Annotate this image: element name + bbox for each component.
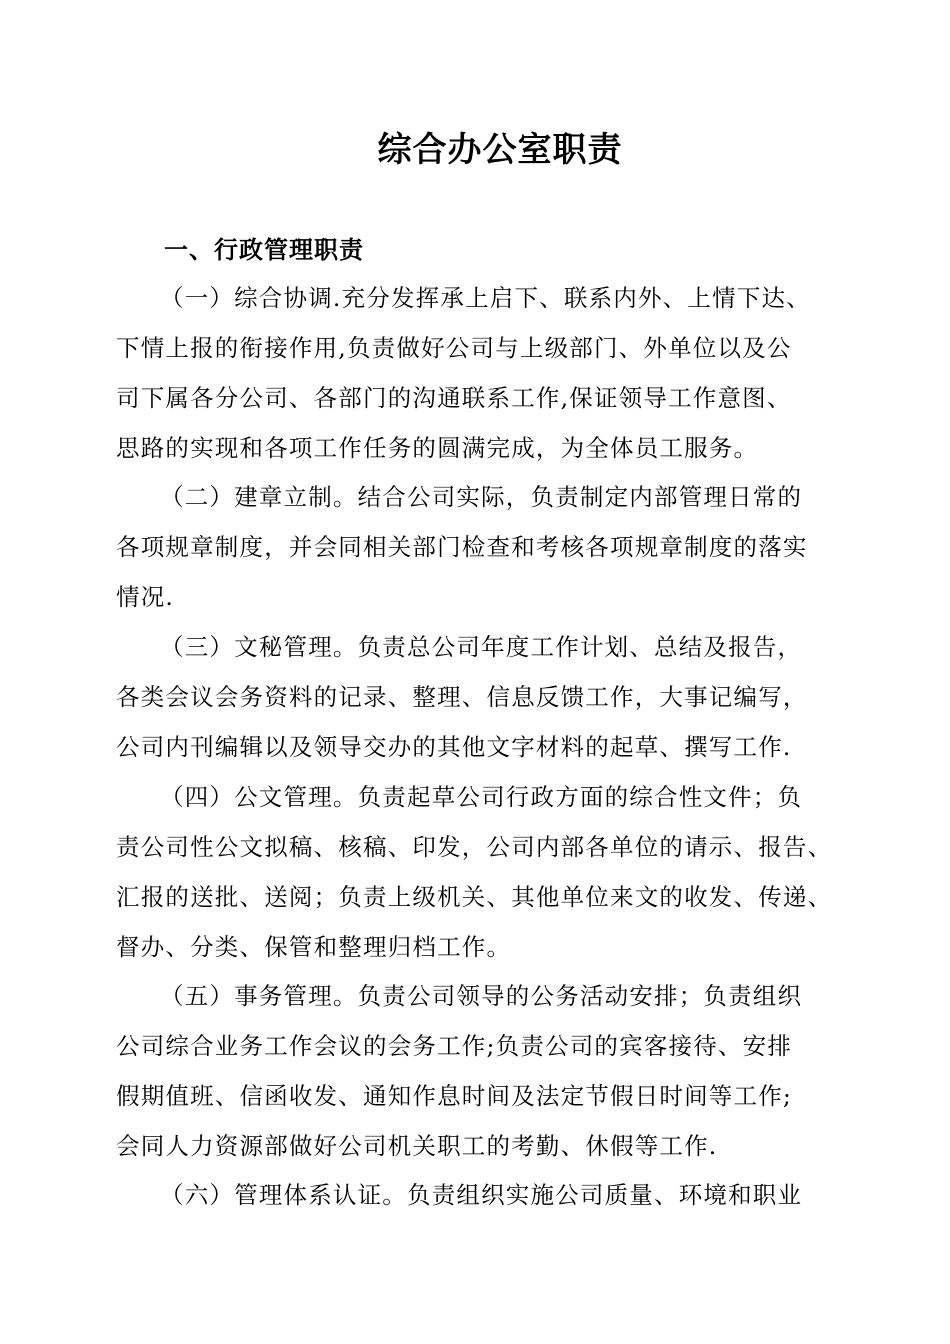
paragraph-line: 假期值班、信函收发、通知作息时间及法定节假日时间等工作;: [116, 1082, 793, 1110]
paragraph-line: 会同人力资源部做好公司机关职工的考勤、休假等工作.: [116, 1132, 718, 1160]
paragraph-line: （六）管理体系认证。负责组织实施公司质量、环境和职业: [160, 1181, 803, 1209]
paragraph-line: 司下属各分公司、各部门的沟通联系工作,保证领导工作意图、: [116, 384, 792, 412]
paragraph-line: （一）综合协调.充分发挥承上启下、联系内外、上情下达、: [160, 284, 811, 312]
paragraph-line: （五）事务管理。负责公司领导的公务活动安排；负责组织: [160, 982, 803, 1010]
paragraph-line: 下情上报的衔接作用,负责做好公司与上级部门、外单位以及公: [116, 334, 792, 362]
paragraph-line: 公司内刊编辑以及领导交办的其他文字材料的起草、撰写工作.: [116, 733, 792, 761]
paragraph-line: （三）文秘管理。负责总公司年度工作计划、总结及报告，: [160, 633, 803, 661]
paragraph-certification: [116, 1170, 856, 1220]
paragraph-line: （四）公文管理。负责起草公司行政方面的综合性文件；负: [160, 783, 803, 811]
paragraph-line: 情况.: [116, 583, 175, 611]
paragraph-line: 各类会议会务资料的记录、整理、信息反馈工作，大事记编写，: [116, 683, 808, 711]
paragraph-line: 思路的实现和各项工作任务的圆满完成，为全体员工服务。: [116, 434, 759, 462]
section-heading: 一、行政管理职责: [164, 236, 364, 264]
paragraph-documents: [116, 772, 856, 972]
paragraph-line: （二）建章立制。结合公司实际，负责制定内部管理日常的: [160, 483, 803, 511]
paragraph-secretarial: [116, 622, 856, 772]
paragraph-affairs: [116, 971, 856, 1171]
document-title: 综合办公室职责: [377, 130, 623, 170]
paragraph-regulations: [116, 472, 856, 622]
paragraph-line: 汇报的送批、送阅；负责上级机关、其他单位来文的收发、传递、: [116, 883, 833, 911]
paragraph-line: 责公司性公文拟稿、核稿、印发，公司内部各单位的请示、报告、: [116, 833, 833, 861]
paragraph-coordination: [116, 273, 856, 473]
paragraph-line: 各项规章制度，并会同相关部门检查和考核各项规章制度的落实: [116, 533, 808, 561]
paragraph-line: 督办、分类、保管和整理归档工作。: [116, 933, 512, 961]
paragraph-line: 公司综合业务工作会议的会务工作;负责公司的宾客接待、安排: [116, 1032, 793, 1060]
